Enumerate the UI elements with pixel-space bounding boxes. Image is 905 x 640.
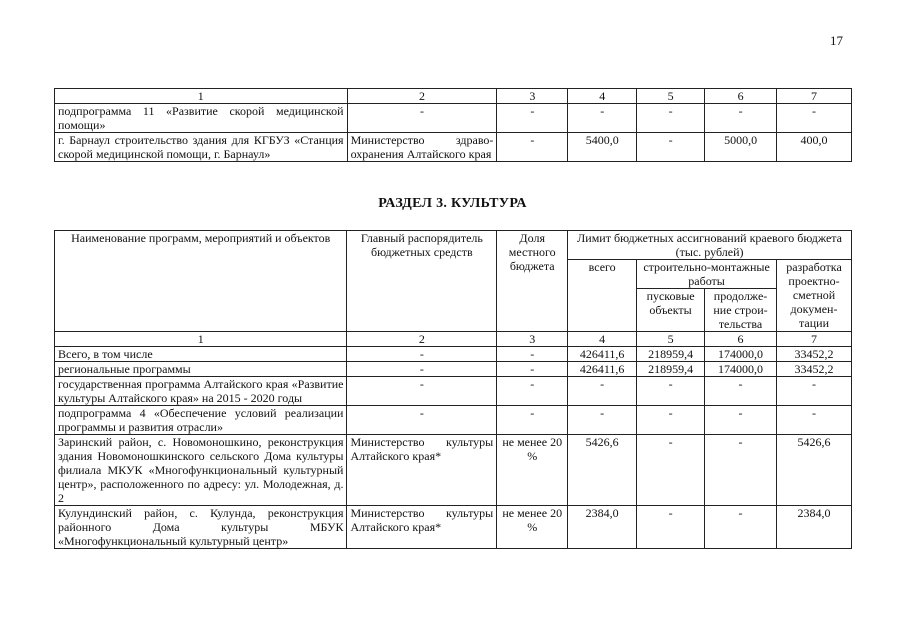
- row-name: Всего, в том числе: [55, 347, 347, 362]
- table-row: [55, 506, 852, 549]
- row-local-share: -: [497, 133, 568, 162]
- row-cont: 5000,0: [705, 133, 777, 162]
- header-start-objects: пусковые объекты: [637, 289, 705, 332]
- row-cont: -: [705, 377, 777, 406]
- row-local-share: не менее 20 %: [497, 506, 568, 549]
- col-number: 4: [568, 332, 637, 347]
- header-local-share: Доля местного бюджета: [497, 231, 568, 332]
- row-total: -: [568, 377, 637, 406]
- row-design: 400,0: [777, 133, 852, 162]
- col-number: 7: [777, 89, 852, 104]
- row-manager: Министерство культуры Алтайского края*: [347, 435, 497, 506]
- row-local-share: -: [497, 362, 568, 377]
- row-manager: -: [347, 406, 497, 435]
- row-manager: Министерство здраво-охранения Алтайского края: [347, 133, 497, 162]
- header-construction: строительно-монтажные работы: [637, 260, 777, 289]
- row-start: -: [637, 435, 705, 506]
- col-number: 4: [568, 89, 637, 104]
- section-title: РАЗДЕЛ 3. КУЛЬТУРА: [378, 196, 527, 211]
- row-name: подпрограмма 11 «Развитие скорой медицинской помощи»: [55, 104, 348, 133]
- row-manager: Министерство культуры Алтайского края*: [347, 506, 497, 549]
- row-start: -: [637, 377, 705, 406]
- header-name: Наименование программ, мероприятий и объектов: [55, 231, 347, 332]
- row-design: 33452,2: [777, 347, 852, 362]
- row-design: 2384,0: [777, 506, 852, 549]
- col-number: 6: [705, 332, 777, 347]
- header-total: всего: [568, 260, 637, 332]
- table-row: [55, 104, 852, 133]
- row-start: -: [637, 133, 705, 162]
- col-number: 5: [637, 332, 705, 347]
- row-cont: -: [705, 104, 777, 133]
- table-row: [55, 133, 852, 162]
- row-total: -: [568, 406, 637, 435]
- row-design: 33452,2: [777, 362, 852, 377]
- col-number: 6: [705, 89, 777, 104]
- row-name: государственная программа Алтайского края «Развитие культуры Алтайского края» на 2015 - 2020 годы: [55, 377, 347, 406]
- table-row: [55, 347, 852, 362]
- page-number: 17: [830, 33, 843, 48]
- row-total: 5400,0: [568, 133, 637, 162]
- row-manager: -: [347, 362, 497, 377]
- table-row: [55, 362, 852, 377]
- header-design: разработка проектно-сметной докумен-тации: [777, 260, 852, 332]
- row-total: 5426,6: [568, 435, 637, 506]
- header-manager: Главный распорядитель бюджетных средств: [347, 231, 497, 332]
- row-design: -: [777, 104, 852, 133]
- row-design: -: [777, 377, 852, 406]
- col-number: 7: [777, 332, 852, 347]
- row-cont: 174000,0: [705, 347, 777, 362]
- table-row: [55, 377, 852, 406]
- col-number: 2: [347, 89, 497, 104]
- table-healthcare: [54, 88, 852, 162]
- row-design: 5426,6: [777, 435, 852, 506]
- row-local-share: -: [497, 104, 568, 133]
- row-name: региональные программы: [55, 362, 347, 377]
- row-local-share: -: [497, 377, 568, 406]
- row-start: -: [637, 104, 705, 133]
- row-manager: -: [347, 347, 497, 362]
- row-total: 426411,6: [568, 347, 637, 362]
- row-local-share: не менее 20 %: [497, 435, 568, 506]
- table-row: [55, 406, 852, 435]
- col-number: 3: [497, 89, 568, 104]
- col-number: 3: [497, 332, 568, 347]
- col-number: 1: [55, 332, 347, 347]
- row-design: -: [777, 406, 852, 435]
- header-continued: продолже-ние строи-тельства: [705, 289, 777, 332]
- header-row: [55, 231, 852, 260]
- row-cont: -: [705, 506, 777, 549]
- header-limit: Лимит бюджетных ассигнований краевого бюджета (тыс. рублей): [568, 231, 852, 260]
- row-start: 218959,4: [637, 347, 705, 362]
- col-number: 5: [637, 89, 705, 104]
- row-manager: -: [347, 377, 497, 406]
- column-number-row: [55, 332, 852, 347]
- row-manager: -: [347, 104, 497, 133]
- row-start: -: [637, 406, 705, 435]
- row-cont: -: [705, 435, 777, 506]
- row-cont: -: [705, 406, 777, 435]
- row-local-share: -: [497, 347, 568, 362]
- row-name: Кулундинский район, с. Кулунда, реконструкция районного Дома культуры МБУК «Многофункциональный культурный центр»: [55, 506, 347, 549]
- row-total: 2384,0: [568, 506, 637, 549]
- row-name: г. Барнаул строительство здания для КГБУЗ «Станция скорой медицинской помощи, г. Барнаул»: [55, 133, 348, 162]
- column-number-row: [55, 89, 852, 104]
- row-total: -: [568, 104, 637, 133]
- row-name: подпрограмма 4 «Обеспечение условий реализации программы и развития отрасли»: [55, 406, 347, 435]
- col-number: 2: [347, 332, 497, 347]
- row-total: 426411,6: [568, 362, 637, 377]
- row-start: 218959,4: [637, 362, 705, 377]
- row-name: Заринский район, с. Новомоношкино, реконструкция здания Новомоношкинского сельского Дома культуры филиала МКУК «Многофункциональный культурный центр», расположенного по адресу: ул. Молодежная, д. 2: [55, 435, 347, 506]
- row-start: -: [637, 506, 705, 549]
- row-cont: 174000,0: [705, 362, 777, 377]
- table-culture: [54, 230, 852, 549]
- row-local-share: -: [497, 406, 568, 435]
- table-row: [55, 435, 852, 506]
- col-number: 1: [55, 89, 348, 104]
